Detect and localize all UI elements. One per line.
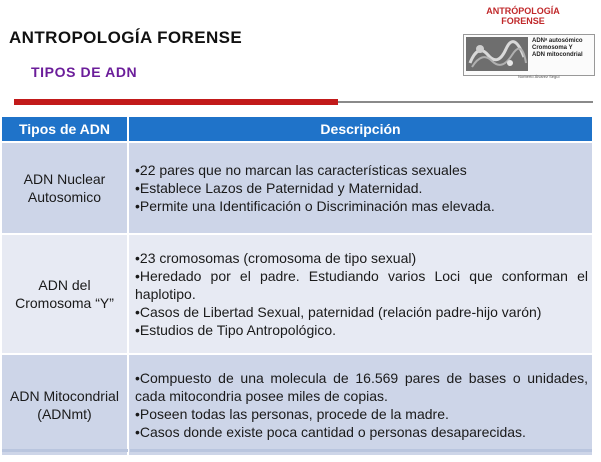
list-item: •22 pares que no marcan las características sexuales	[135, 162, 467, 178]
dna-types-table	[2, 117, 592, 455]
list-item: •23 cromosomas (cromosoma de tipo sexual)	[135, 250, 417, 266]
page-title: ANTROPOLOGÍA FORENSE	[9, 28, 243, 47]
table-row	[2, 142, 592, 234]
row-label-y-chromosome: ADN del Cromosoma “Y”	[2, 234, 128, 354]
table-header-row	[2, 117, 592, 142]
title-underline-gray	[338, 101, 593, 103]
book-cover-thumbnail	[463, 34, 595, 76]
table-row	[2, 234, 592, 354]
list-item: •Casos donde existe poca cantidad o personas desaparecidas.	[135, 424, 526, 440]
book-cover-text	[532, 38, 592, 59]
badge-title-line-2: FORENSE	[501, 16, 545, 26]
table-bottom-rule-right	[130, 449, 592, 452]
book-line-1: ADNᵃ autosómico	[532, 38, 583, 44]
book-cover-image	[466, 37, 528, 71]
table-row	[2, 354, 592, 455]
row-description-nuclear	[128, 142, 592, 234]
header-description: Descripción	[128, 117, 592, 142]
list-item: •Casos de Libertad Sexual, paternidad (relación padre-hijo varón)	[135, 304, 542, 320]
list-item: •Poseen todas las personas, procede de la madre.	[135, 406, 449, 422]
list-item: •Heredado por el padre. Estudiando varios Loci que conforman el haplotipo.	[135, 268, 588, 302]
table-bottom-rule-left	[2, 449, 128, 452]
list-item: •Estudios de Tipo Antropológico.	[135, 322, 337, 338]
row-label-nuclear: ADN Nuclear Autosomico	[2, 142, 128, 234]
book-author: Norberto Álvarez Seguí	[518, 74, 560, 79]
header-dna-types: Tipos de ADN	[2, 117, 128, 142]
row-description-mitochondrial	[128, 354, 592, 455]
badge-title-line-1: ANTRÓPOLOGÍA	[486, 6, 560, 16]
section-subtitle: TIPOS DE ADN	[31, 64, 138, 80]
list-item: •Permite una Identificación o Discriminación mas elevada.	[135, 198, 495, 214]
list-item: •Compuesto de una molecula de 16.569 pares de bases o unidades, cada mitocondria posee miles de copias.	[135, 370, 588, 404]
book-line-2: Cromosoma Y	[532, 45, 573, 51]
list-item: •Establece Lazos de Paternidad y Maternidad.	[135, 180, 423, 196]
title-underline-red	[14, 99, 338, 105]
book-line-3: ADN mitocondrial	[532, 52, 583, 58]
row-label-mitochondrial: ADN Mitocondrial (ADNmt)	[2, 354, 128, 455]
row-description-y-chromosome	[128, 234, 592, 354]
badge-title	[453, 6, 593, 26]
